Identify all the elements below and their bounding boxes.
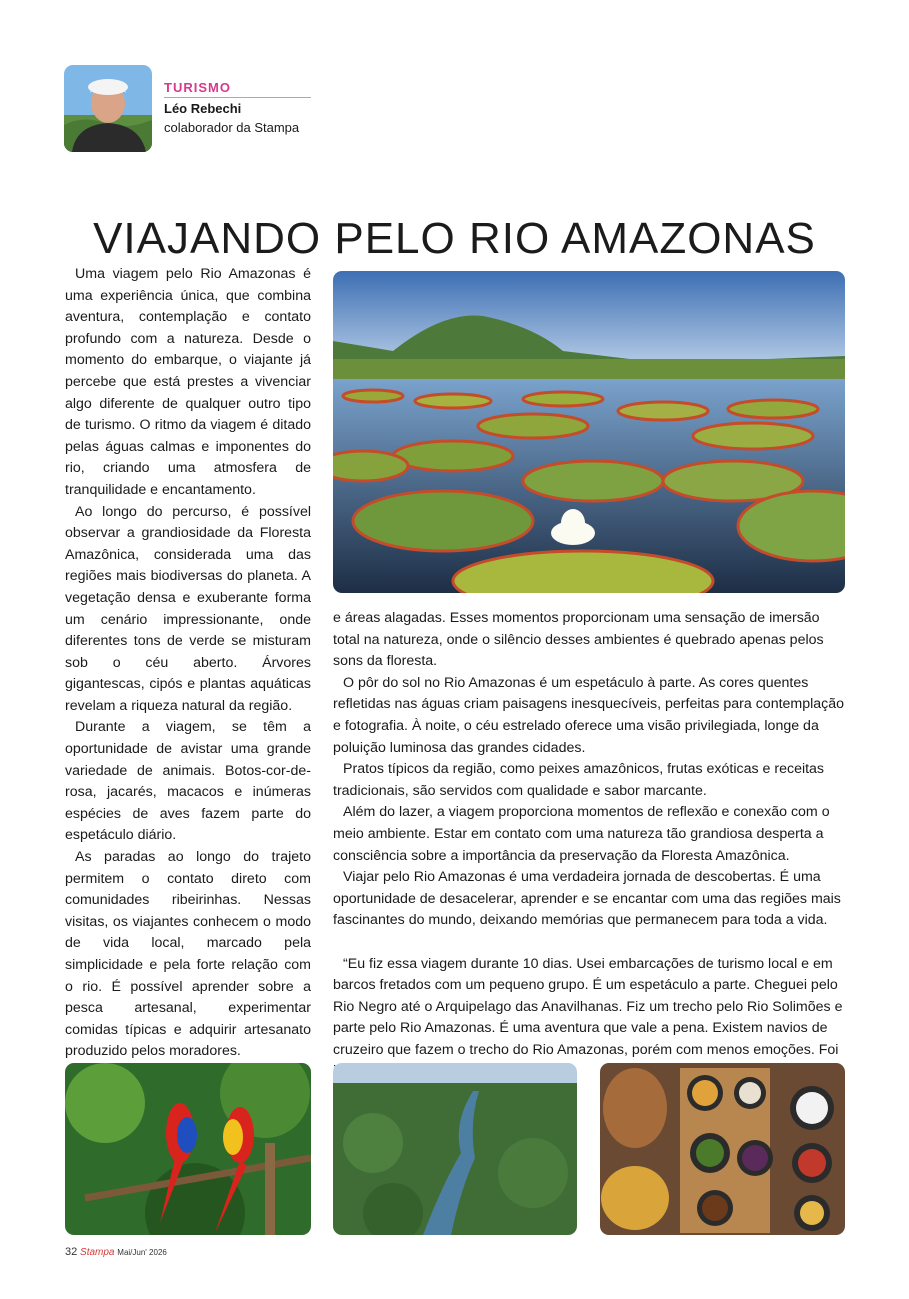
issue-date: Mai/Jun' 2026 (117, 1248, 167, 1257)
page-footer (65, 1246, 167, 1258)
left-text-column (65, 264, 311, 1128)
photo-regional-food (600, 1063, 845, 1235)
section-tag: TURISMO (164, 80, 231, 95)
paragraph: Uma viagem pelo Rio Amazonas é uma experiência única, que combina aventura, contemplação e contato profundo com a natureza. Desde o momento do embarque, o viajante já percebe que está prestes a vivenciar algo diferente de qualquer outro tipo de turismo. O ritmo da viagem é ditado pelas águas calmas e imponentes do rio, criando uma atmosfera de tranquilidade e encantamento. (65, 266, 311, 498)
hero-photo-water-lilies (333, 271, 845, 593)
paragraph: O pôr do sol no Rio Amazonas é um espetáculo à parte. As cores quentes refletidas nas águas criam paisagens inesquecíveis, perfeitas para contemplação e fotografia. À noite, o céu estrelado oferece uma visão privilegiada, longe da poluição luminosa das grandes cidades. (333, 674, 845, 756)
paragraph: Ao longo do percurso, é possível observar a grandiosidade da Floresta Amazônica, considerada uma das regiões mais biodiversas do planeta. A vegetação densa e exuberante forma um cenário impressionante, onde diferentes tons de verde se misturam sob o céu aberto. Árvores gigantescas, cipós e plantas aquáticas revelam a riqueza natural da região. (65, 503, 311, 714)
author-photo (64, 65, 152, 152)
paragraph: Durante a viagem, se têm a oportunidade de avistar uma grande variedade de animais. Botos-cor-de-rosa, jacarés, macacos e inúmeras espécies de aves fazem parte do espetáculo diário. (65, 719, 311, 844)
author-role: colaborador da Stampa (164, 120, 300, 135)
page-title: VIAJANDO PELO RIO AMAZONAS (93, 214, 816, 264)
photo-macaws (65, 1063, 311, 1235)
quote-paragraph: “Eu fiz essa viagem durante 10 dias. Usei embarcações de turismo local e em barcos fretados com um pequeno grupo. É um espetáculo a parte. Cheguei pelo Rio Negro até o Arquipelago das Anavilhanas. Fiz um trecho pelo Rio Solimões e parte pelo Rio Amazonas. É uma aventura que vale a pena. Existem navios de cruzeiro que fazem o trecho do Rio Amazonas, porém com menos emoções. Foi (333, 955, 843, 1058)
right-text-column (333, 608, 845, 1083)
paragraph: Pratos típicos da região, como peixes amazônicos, frutas exóticas e receitas tradicionais, são servidos com qualidade e sabor marcante. (333, 761, 825, 799)
author-name: Léo Rebechi (164, 101, 242, 116)
photo-river-aerial (333, 1063, 577, 1235)
page-number: 32 (65, 1246, 78, 1258)
paragraph: As paradas ao longo do trajeto permitem o contato direto com comunidades ribeirinhas. Nessas visitas, os viajantes conhecem o modo de vida local, marcado pela simplicidade e pela forte relação com o rio. É possível aprender sobre a pesca artesanal, experimentar comidas típicas e adquirir artesanato produzido pelos moradores. (65, 849, 311, 1060)
paragraph: Viajar pelo Rio Amazonas é uma verdadeira jornada de descobertas. É uma oportunidade de desacelerar, aprender e se encantar com uma das regiões mais fascinantes do mundo, deixando memórias que permanecem para toda a vida. (333, 869, 841, 929)
magazine-brand: Stampa (80, 1247, 115, 1258)
paragraph: Além do lazer, a viagem proporciona momentos de reflexão e conexão com o meio ambiente. Estar em contato com uma natureza tão grandiosa desperta a consciência sobre a importância da preservação da Floresta Amazônica. (333, 804, 830, 864)
paragraph: e áreas alagadas. Esses momentos proporcionam uma sensação de imersão total na natureza, onde o silêncio desses ambientes é quebrado apenas pelos sons da floresta. (333, 610, 824, 670)
divider (164, 97, 311, 98)
